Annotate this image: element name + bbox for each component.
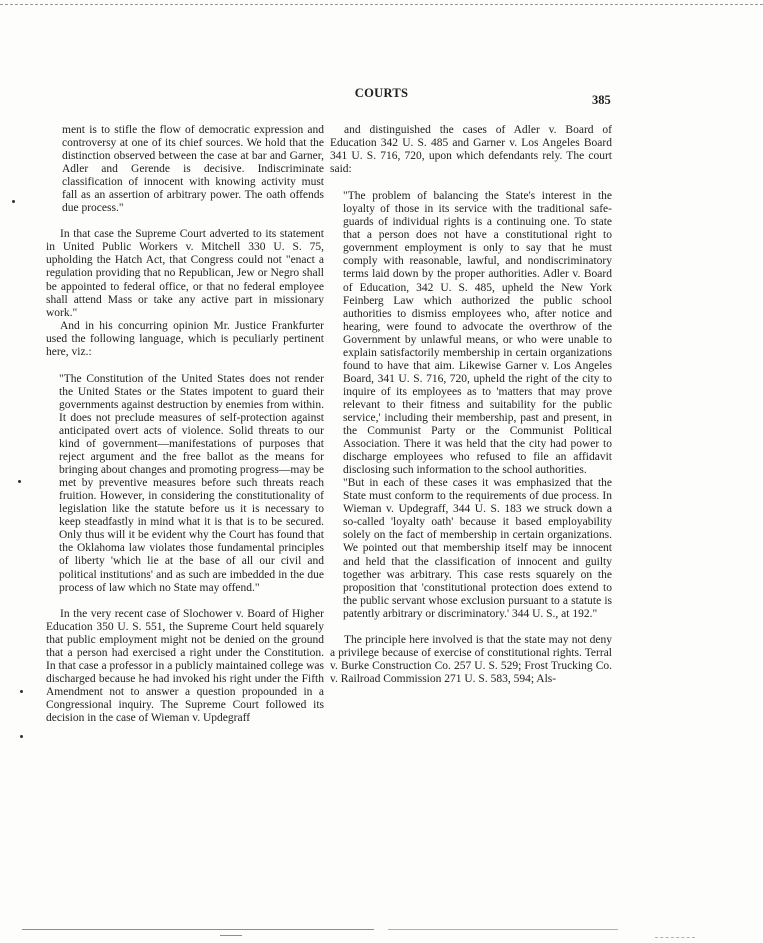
left-paragraph-3: And in his concurring opinion Mr. Justice Frankfurter used the following language, which is peculiarly pertinent here, viz.: [46, 319, 324, 358]
scan-speck [12, 200, 15, 203]
bottom-scan-edge [22, 929, 374, 930]
left-paragraph-4: In the very recent case of Slochower v. Board of Higher Education 350 U. S. 551, the Supreme Court held squarely that public employment might not be denied on the ground that a person had exercised a right under the Constitution. In that case a professor in a publicly maintained college was discharged because he had invoked his right under the Fifth Amendment not to answer a question propounded in a Congressional inquiry. The Supreme Court followed its decision in the case of Wieman v. Updegraff [46, 607, 324, 724]
scan-speck [18, 480, 21, 483]
bottom-scan-mark [220, 935, 242, 936]
right-paragraph-2: The principle here involved is that the state may not deny a privilege because of exercise of constitutional rights. Terral v. Burke Construction Co. 257 U. S. 529; Frost Trucking Co. v. Railroad Commission 271 U. S. 583, 594; Als- [330, 633, 612, 685]
page-number: 385 [592, 93, 611, 107]
frankfurter-quote [46, 373, 324, 595]
scan-speck [20, 690, 23, 693]
frankfurter-quote-text: "The Constitution of the United States does not render the United States or the States impotent to guard their governments against destruction by enemies from within. It does not preclude measures of self-protection against anticipated overt acts of violence. Solid threats to our kind of government—manifestations of purposes that reject argument and the free ballot as the means for bringing about changes and promoting progress—may be met by preventive measures before such threats reach fruition. However, in considering the constitutionality of legislation like the statute before us it is necessary to keep steadfastly in mind what it is that is to be secured. Only thus will it be evident why the Court has found that the Oklahoma law violates those fundamental principles of liberty 'which lie at the base of all our civil and political institutions' and as such are imbedded in the due process of law which no State may offend." [59, 372, 324, 594]
left-paragraph-1: ment is to stifle the flow of democratic expression and controversy at one of its chief sources. We hold that the distinction observed between the case at bar and Garner, Adler and Gerende is decisive. Indiscriminate classification of innocent with knowing activity must fall as an assertion of arbitrary power. The oath offends due process." [62, 124, 324, 215]
top-scan-edge [0, 4, 763, 5]
court-quote-part-1: "The problem of balancing the State's interest in the loyalty of those in its service with the traditional safe-guards of individual rights is a continuing one. To state that a person does not have a constitutional right to government employment is only to say that he must comply with reasonable, lawful, and nondiscriminatory terms laid down by the proper authorities. Adler v. Board of Education, 342 U. S. 485, upheld the New York Feinberg Law which authorized the public school authorities to dismiss employees who, after notice and hearing, were found to advocate the overthrow of the Government by unlawful means, or who were unable to explain satisfactorily membership in certain organizations found to have that aim. Likewise Garner v. Los Angeles Board, 341 U. S. 716, 720, upheld the right of the city to inquire of its employees as to 'matters that may prove relevant to their fitness and suitability for the public service,' including their membership, past and present, in the Communist Party or the Communist Political Association. There it was held that the city had power to discharge employees who refused to file an affidavit disclosing such information to the school authorities. [343, 190, 612, 477]
right-column [330, 124, 612, 686]
left-column [46, 124, 324, 725]
bottom-scan-edge [388, 929, 618, 930]
left-paragraph-2: In that case the Supreme Court adverted to its statement in United Public Workers v. Mitchell 330 U. S. 75, upholding the Hatch Act, that Congress could not "enact a regulation providing that no Republican, Jew or Negro shall be appointed to federal office, or that no federal employee shall attend Mass or take any active part in missionary work." [46, 228, 324, 319]
court-quote-part-2: "But in each of these cases it was emphasized that the State must conform to the requirements of due process. In Wieman v. Updegraff, 344 U. S. 183 we struck down a so-called 'loyalty oath' because it based employability solely on the fact of membership in certain organizations. We pointed out that membership itself may be innocent and held that the classification of innocent and guilty together was arbitrary. This case rests squarely on the proposition that 'constitutional protection does extend to the public servant whose exclusion pursuant to a statute is patently arbitrary or discriminatory.' 344 U. S., at 192." [343, 477, 612, 620]
court-quote [330, 190, 612, 621]
bottom-scan-mark [655, 937, 695, 938]
scan-speck [20, 735, 23, 738]
running-head: COURTS [354, 86, 409, 100]
right-paragraph-1: and distinguished the cases of Adler v. Board of Education 342 U. S. 485 and Garner v. Los Angeles Board 341 U. S. 716, 720, upon which defendants rely. The court said: [330, 124, 612, 176]
